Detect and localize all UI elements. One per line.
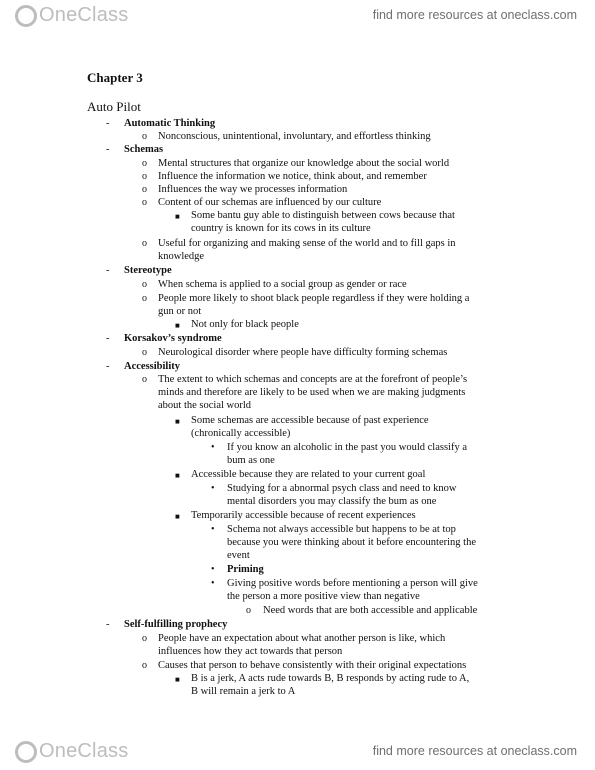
list-item: Giving positive words before mentioning a person will give [227,578,478,589]
footer-link[interactable]: find more resources at oneclass.com [372,744,577,758]
list-item-cont: about the social world [158,400,252,411]
list-item: Influences the way we processes information [158,184,348,195]
list-item: Nonconscious, unintentional, involuntary, and effortless thinking [158,131,431,142]
circle-bullet: o [142,293,147,304]
term-priming: Priming [227,564,264,575]
dot-bullet: • [211,578,215,589]
circle-bullet: o [142,158,147,169]
list-item-cont: the person a more positive view than negative [227,591,420,602]
dash-bullet: - [106,265,110,276]
logo-text: OneClass [39,4,129,26]
logo-ring-icon [15,741,37,763]
circle-bullet: o [142,347,147,358]
list-item: If you know an alcoholic in the past you would classify a [227,442,467,453]
list-item: Causes that person to behave consistently with their original expectations [158,660,467,671]
square-bullet: ■ [175,675,180,684]
dash-bullet: - [106,333,110,344]
topic-stereotype: Stereotype [124,265,172,276]
list-item-cont: influences how they act towards that person [158,646,343,657]
list-item: Mental structures that organize our knowledge about the social world [158,158,450,169]
list-item: Accessible because they are related to your current goal [191,469,426,480]
list-item-cont: mental disorders you may classify the bum as one [227,496,437,507]
list-item: People have an expectation about what another person is like, which [158,633,446,644]
circle-bullet: o [142,238,147,249]
dot-bullet: • [211,483,215,494]
dash-bullet: - [106,619,110,630]
list-item: Content of our schemas are influenced by our culture [158,197,382,208]
list-item: B is a jerk, A acts rude towards B, B responds by acting rude to A, [191,673,470,684]
list-item-cont: gun or not [158,306,202,317]
dash-bullet: - [106,144,110,155]
list-item: Influence the information we notice, think about, and remember [158,171,427,182]
circle-bullet: o [246,605,251,616]
header-link[interactable]: find more resources at oneclass.com [372,8,577,22]
list-item-cont: knowledge [158,251,205,262]
square-bullet: ■ [175,212,180,221]
circle-bullet: o [142,171,147,182]
square-bullet: ■ [175,512,180,521]
dot-bullet: • [211,564,215,575]
list-item: Temporarily accessible because of recent experiences [191,510,416,521]
list-item: Studying for a abnormal psych class and need to know [227,483,457,494]
circle-bullet: o [142,279,147,290]
dot-bullet: • [211,524,215,535]
circle-bullet: o [142,374,147,385]
logo-text: OneClass [39,740,129,762]
chapter-title: Chapter 3 [87,70,143,85]
square-bullet: ■ [175,417,180,426]
list-item: Need words that are both accessible and applicable [263,605,478,616]
topic-accessibility: Accessibility [124,361,180,372]
section-title: Auto Pilot [87,99,141,114]
list-item-cont: event [227,550,250,561]
list-item: Useful for organizing and making sense of the world and to fill gaps in [158,238,456,249]
list-item: Some schemas are accessible because of past experience [191,415,429,426]
list-item-cont: minds and therefore are likely to be used when we are making judgments [158,387,466,398]
list-item-cont: (chronically accessible) [191,428,291,439]
list-item: The extent to which schemas and concepts are at the forefront of people’s [158,374,468,385]
list-item: Neurological disorder where people have difficulty forming schemas [158,347,448,358]
circle-bullet: o [142,197,147,208]
dash-bullet: - [106,361,110,372]
oneclass-logo-footer[interactable] [15,740,128,763]
circle-bullet: o [142,184,147,195]
circle-bullet: o [142,660,147,671]
circle-bullet: o [142,131,147,142]
topic-korsakov: Korsakov’s syndrome [124,333,222,344]
list-item: Not only for black people [191,319,299,330]
topic-automatic-thinking: Automatic Thinking [124,118,216,129]
list-item: People more likely to shoot black people regardless if they were holding a [158,293,470,304]
dash-bullet: - [106,118,110,129]
circle-bullet: o [142,633,147,644]
topic-self-fulfilling-prophecy: Self-fulfilling prophecy [124,619,228,630]
list-item-cont: bum as one [227,455,275,466]
list-item: Some bantu guy able to distinguish between cows because that [191,210,455,221]
list-item-cont: country is known for its cows in its culture [191,223,371,234]
list-item: Schema not always accessible but happens to be at top [227,524,456,535]
list-item: When schema is applied to a social group as gender or race [158,279,407,290]
square-bullet: ■ [175,471,180,480]
list-item-cont: because you were thinking about it before encountering the [227,537,476,548]
square-bullet: ■ [175,321,180,330]
dot-bullet: • [211,442,215,453]
footer-bar [0,732,595,770]
list-item-cont: B will remain a jerk to A [191,686,296,697]
topic-schemas: Schemas [124,144,164,155]
